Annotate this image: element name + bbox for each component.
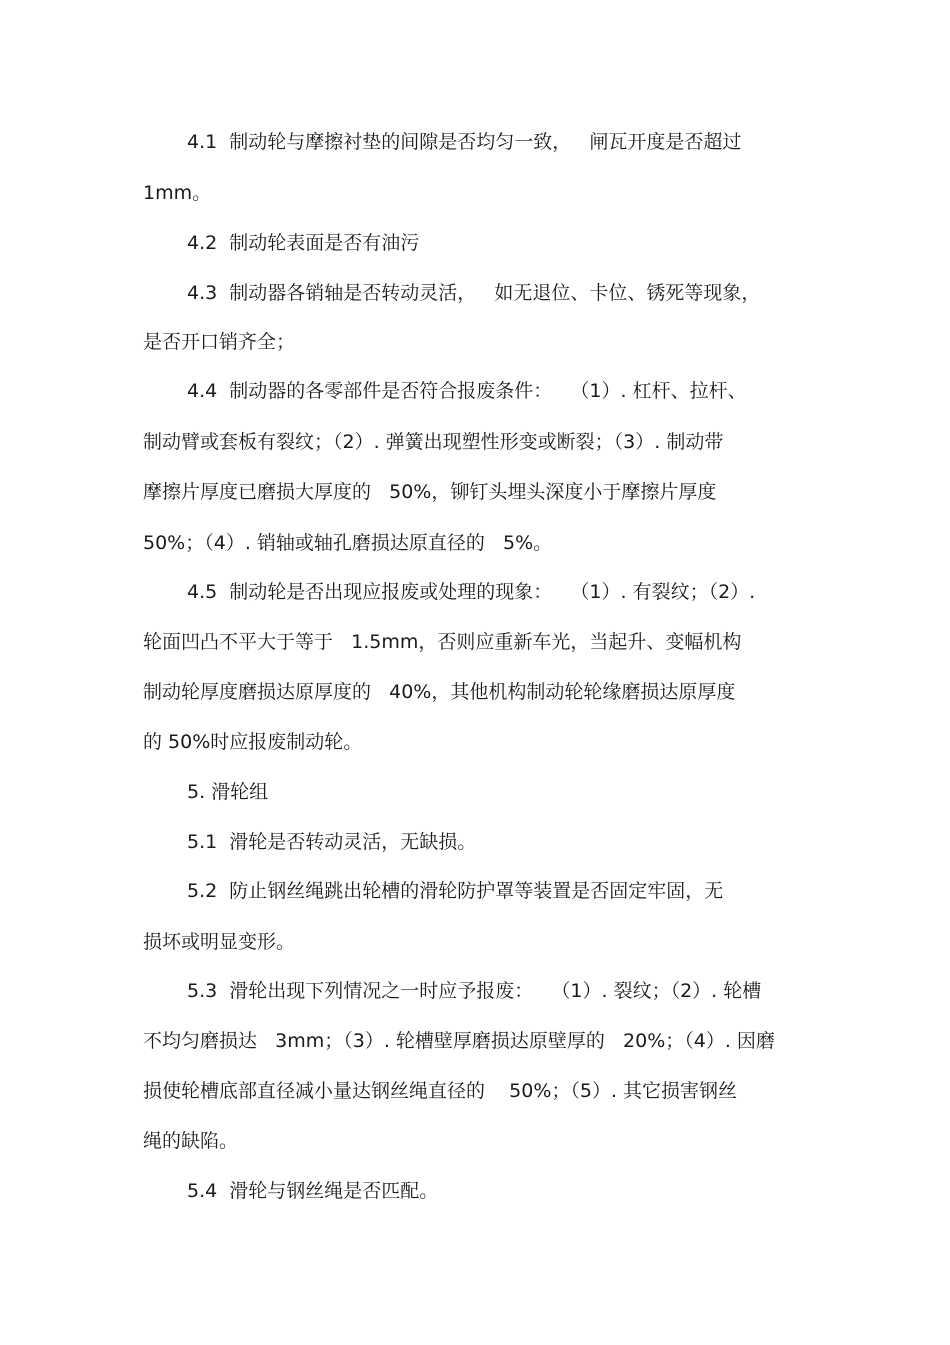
text-line: 50%；（4）. 销轴或轴孔磨损达原直径的 5%。	[143, 532, 553, 554]
text-line: 5.4 滑轮与钢丝绳是否匹配。	[187, 1180, 439, 1202]
text-line: 5.3 滑轮出现下列情况之一时应予报废： （1）. 裂纹；（2）. 轮槽	[187, 980, 762, 1002]
text-line: 5.1 滑轮是否转动灵活，无缺损。	[187, 831, 477, 853]
text-line: 5.2 防止钢丝绳跳出轮槽的滑轮防护罩等装置是否固定牢固，无	[187, 880, 724, 902]
text-line: 4.1 制动轮与摩擦衬垫的间隙是否均匀一致， 闸瓦开度是否超过	[187, 131, 742, 153]
text-line: 绳的缺陷。	[143, 1130, 239, 1152]
text-line: 5. 滑轮组	[187, 781, 269, 803]
text-line: 4.2 制动轮表面是否有油污	[187, 232, 420, 254]
text-line: 损坏或明显变形。	[143, 931, 296, 953]
text-line: 是否开口销齐全；	[143, 331, 296, 353]
text-line: 制动臂或套板有裂纹；（2）. 弹簧出现塑性形变或断裂；（3）. 制动带	[143, 431, 724, 453]
text-line: 损使轮槽底部直径减小量达钢丝绳直径的 50%；（5）. 其它损害钢丝	[143, 1080, 738, 1102]
text-line: 4.4 制动器的各零部件是否符合报废条件： （1）. 杠杆、拉杆、	[187, 380, 747, 402]
text-line: 制动轮厚度磨损达原厚度的 40%，其他机构制动轮轮缘磨损达原厚度	[143, 681, 736, 703]
text-line: 不均匀磨损达 3mm；（3）. 轮槽壁厚磨损达原壁厚的 20%；（4）. 因磨	[143, 1030, 775, 1052]
text-line: 4.5 制动轮是否出现应报废或处理的现象： （1）. 有裂纹；（2）.	[187, 581, 756, 603]
text-line: 轮面凹凸不平大于等于 1.5mm，否则应重新车光，当起升、变幅机构	[143, 631, 742, 653]
text-line: 4.3 制动器各销轴是否转动灵活， 如无退位、卡位、锈死等现象，	[187, 282, 761, 304]
text-line: 的 50%时应报废制动轮。	[143, 731, 363, 753]
text-line: 1mm。	[143, 182, 212, 204]
text-line: 摩擦片厚度已磨损大厚度的 50%，铆钉头埋头深度小于摩擦片厚度	[143, 481, 717, 503]
